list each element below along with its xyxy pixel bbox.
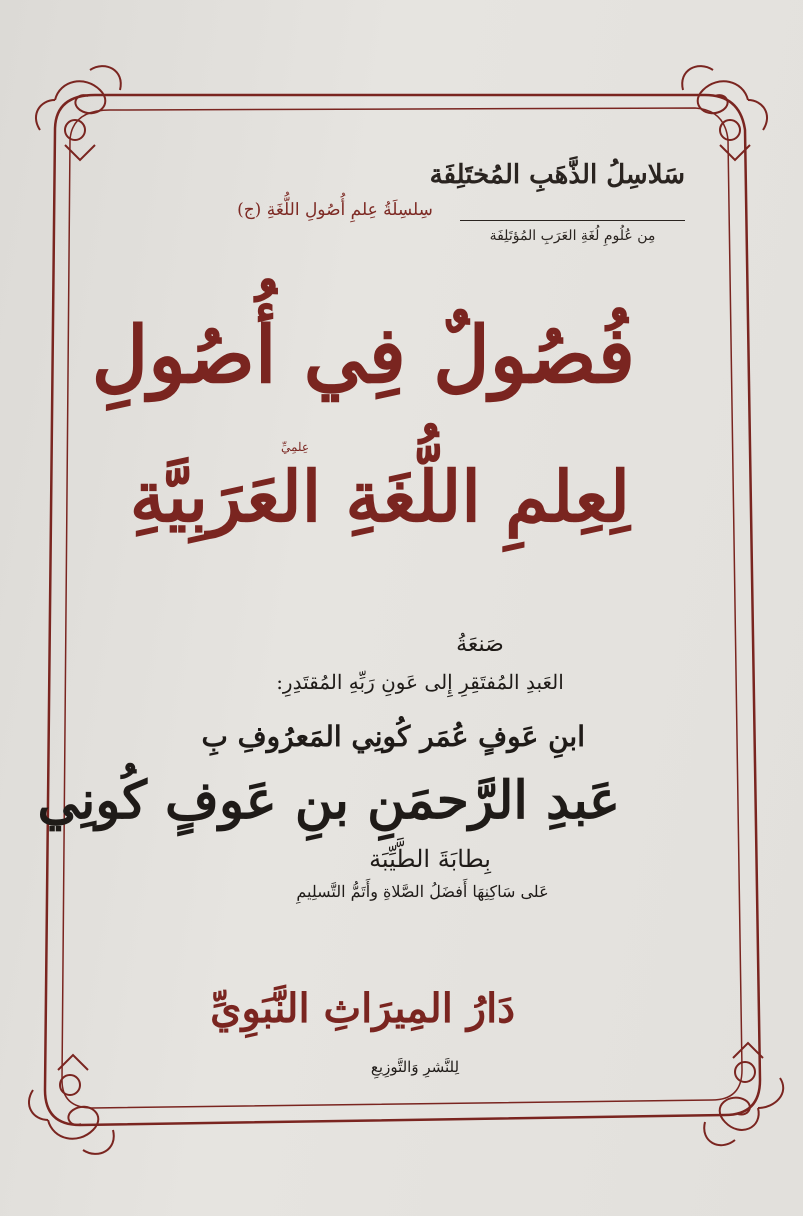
publisher-name: دَارُ المِيرَاثِ النَّبَوِيِّ — [210, 985, 515, 1032]
series-label-left: سِلسِلَةُ عِلمِ أُصُولِ اللُّغَةِ (ج) — [237, 200, 433, 220]
book-title-line-2: لِعِلمِ اللُّغَةِ العَرَبِيَّةِ — [129, 455, 630, 538]
author-known-as-line: ابنِ عَوفٍ عُمَر كُونِي المَعرُوفِ بِ — [201, 720, 585, 753]
series-divider — [460, 220, 685, 221]
book-title-small-word: عِلمِيِّ — [280, 440, 310, 454]
corner-ornament-bottom-left — [29, 1055, 114, 1154]
book-title-line-1: فُصُولٌ فِي أُصُولِ — [91, 310, 635, 401]
corner-ornament-top-right — [682, 66, 767, 160]
author-label: صَنعَةُ — [456, 632, 504, 657]
city-line: بِطابَةَ الطَّيِّبَة — [369, 845, 491, 873]
series-subtitle-right: مِن عُلُومِ لُغَةِ العَرَبِ المُؤتَلِفَة — [489, 228, 656, 244]
author-intro-line: العَبدِ المُفتَقِرِ إِلى عَونِ رَبِّهِ المُقتَدِرِ: — [276, 670, 564, 694]
author-name: عَبدِ الرَّحمَنِ بنِ عَوفٍ كُونِي — [37, 770, 620, 831]
publisher-subtitle: لِلنَّشرِ وَالتَّوزِيعِ — [370, 1058, 460, 1076]
city-blessing-line: عَلى سَاكِنِهَا أَفضَلُ الصَّلاةِ وأَتَمُّ التَّسلِيمِ — [296, 882, 549, 901]
corner-ornament-top-left — [36, 66, 121, 160]
series-title-right: سَلاسِلُ الذَّهَبِ المُختَلِفَة — [429, 160, 685, 190]
corner-ornament-bottom-right — [704, 1043, 783, 1145]
